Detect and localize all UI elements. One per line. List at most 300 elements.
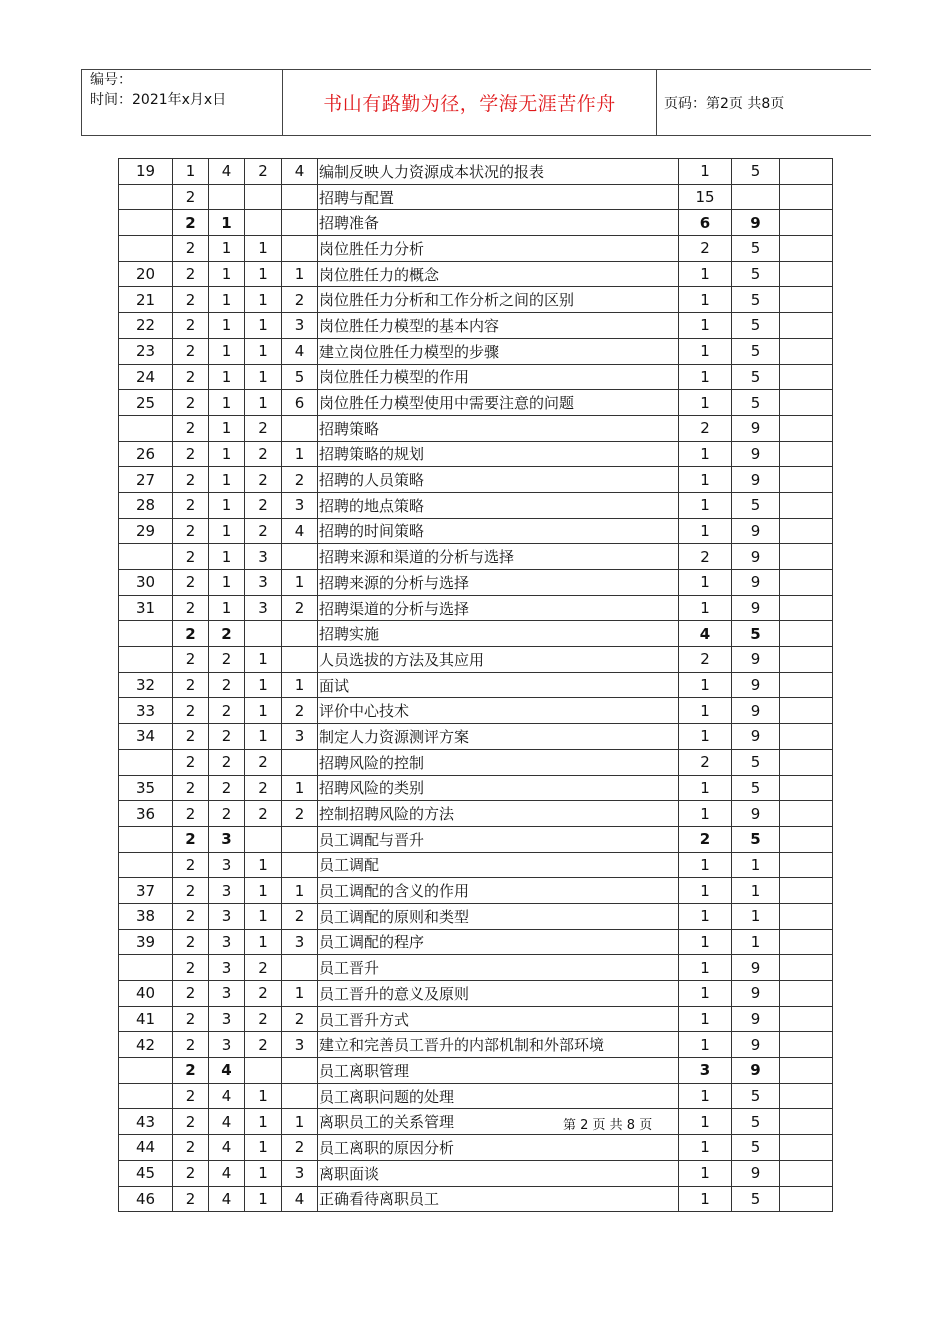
row-number-cell [119,647,173,673]
table-row [119,159,833,185]
level-3-cell: 2 [245,492,282,518]
value-2-cell: 1 [732,929,780,955]
level-3-cell: 1 [245,878,282,904]
table-row [119,261,833,287]
value-2-cell: 5 [732,390,780,416]
level-3-cell: 1 [245,1186,282,1212]
empty-cell [780,210,833,236]
level-1-cell: 2 [173,338,209,364]
value-1-cell: 1 [679,955,732,981]
level-1-cell: 2 [173,1135,209,1161]
empty-cell [780,492,833,518]
value-2-cell: 5 [732,338,780,364]
table-row [119,1135,833,1161]
value-2-cell: 5 [732,287,780,313]
value-1-cell: 2 [679,749,732,775]
value-1-cell: 2 [679,415,732,441]
level-2-cell: 3 [209,852,245,878]
table-row [119,801,833,827]
level-4-cell: 4 [282,1186,318,1212]
table-row [119,236,833,262]
level-4-cell: 6 [282,390,318,416]
level-2-cell: 2 [209,621,245,647]
table-row [119,287,833,313]
level-1-cell: 2 [173,1058,209,1084]
value-2-cell: 5 [732,1135,780,1161]
level-1-cell: 2 [173,1006,209,1032]
value-2-cell: 5 [732,364,780,390]
level-1-cell: 2 [173,184,209,210]
row-number-cell [119,749,173,775]
empty-cell [780,1006,833,1032]
table-row [119,415,833,441]
value-2-cell: 5 [732,492,780,518]
level-1-cell: 2 [173,749,209,775]
value-2-cell: 9 [732,724,780,750]
value-1-cell: 1 [679,903,732,929]
empty-cell [780,441,833,467]
level-4-cell [282,236,318,262]
level-3-cell: 2 [245,518,282,544]
level-1-cell: 2 [173,544,209,570]
value-2-cell: 5 [732,261,780,287]
level-3-cell: 1 [245,724,282,750]
level-1-cell: 2 [173,236,209,262]
topic-title-cell: 人员选拔的方法及其应用 [318,647,679,673]
table-row [119,544,833,570]
empty-cell [780,981,833,1007]
header-motto: 书山有路勤为径，学海无涯苦作舟 [323,93,616,115]
table-row [119,1109,833,1135]
empty-cell [780,415,833,441]
level-3-cell: 2 [245,981,282,1007]
level-1-cell: 2 [173,955,209,981]
row-number-cell: 41 [119,1006,173,1032]
level-4-cell: 1 [282,1109,318,1135]
level-2-cell: 1 [209,287,245,313]
topic-title-cell: 招聘风险的类别 [318,775,679,801]
value-1-cell: 1 [679,441,732,467]
level-3-cell: 2 [245,467,282,493]
empty-cell [780,467,833,493]
level-3-cell [245,1058,282,1084]
topic-title-cell: 离职面谈 [318,1160,679,1186]
value-2-cell: 5 [732,313,780,339]
value-1-cell: 3 [679,1058,732,1084]
level-1-cell: 2 [173,647,209,673]
level-1-cell: 2 [173,775,209,801]
row-number-cell: 33 [119,698,173,724]
value-2-cell: 9 [732,672,780,698]
level-2-cell: 1 [209,390,245,416]
level-3-cell: 2 [245,775,282,801]
value-2-cell: 9 [732,544,780,570]
level-1-cell: 2 [173,467,209,493]
row-number-cell: 32 [119,672,173,698]
row-number-cell [119,1083,173,1109]
level-2-cell: 1 [209,570,245,596]
row-number-cell: 28 [119,492,173,518]
row-number-cell: 37 [119,878,173,904]
row-number-cell [119,544,173,570]
level-2-cell: 1 [209,441,245,467]
level-2-cell [209,184,245,210]
level-2-cell: 1 [209,492,245,518]
level-2-cell: 1 [209,364,245,390]
empty-cell [780,1083,833,1109]
level-1-cell: 2 [173,724,209,750]
topic-title-cell: 招聘渠道的分析与选择 [318,595,679,621]
value-1-cell: 1 [679,1109,732,1135]
topic-title-cell: 招聘策略 [318,415,679,441]
value-1-cell: 15 [679,184,732,210]
level-4-cell: 2 [282,467,318,493]
value-2-cell: 5 [732,621,780,647]
topic-title-cell: 员工调配的程序 [318,929,679,955]
level-2-cell: 3 [209,1006,245,1032]
value-2-cell: 5 [732,826,780,852]
value-2-cell: 9 [732,955,780,981]
topic-title-cell: 建立和完善员工晋升的内部机制和外部环境 [318,1032,679,1058]
row-number-cell [119,236,173,262]
value-1-cell: 1 [679,1032,732,1058]
empty-cell [780,1186,833,1212]
level-2-cell: 1 [209,518,245,544]
value-1-cell: 1 [679,1135,732,1161]
value-2-cell: 5 [732,236,780,262]
level-3-cell [245,184,282,210]
table-row [119,724,833,750]
row-number-cell: 46 [119,1186,173,1212]
empty-cell [780,338,833,364]
row-number-cell: 38 [119,903,173,929]
row-number-cell: 43 [119,1109,173,1135]
empty-cell [780,1032,833,1058]
level-3-cell: 3 [245,570,282,596]
topic-title-cell: 员工调配的含义的作用 [318,878,679,904]
empty-cell [780,903,833,929]
level-2-cell: 2 [209,647,245,673]
value-2-cell: 9 [732,570,780,596]
level-2-cell: 3 [209,826,245,852]
value-1-cell: 1 [679,852,732,878]
level-4-cell [282,184,318,210]
empty-cell [780,647,833,673]
level-3-cell [245,621,282,647]
value-1-cell: 1 [679,724,732,750]
row-number-cell [119,1058,173,1084]
value-1-cell: 1 [679,1160,732,1186]
level-1-cell: 2 [173,415,209,441]
level-3-cell: 2 [245,415,282,441]
value-2-cell: 9 [732,1160,780,1186]
level-2-cell: 3 [209,903,245,929]
level-1-cell: 2 [173,801,209,827]
row-number-cell: 22 [119,313,173,339]
row-number-cell: 45 [119,1160,173,1186]
level-2-cell: 1 [209,595,245,621]
level-2-cell: 1 [209,544,245,570]
level-4-cell: 3 [282,492,318,518]
level-3-cell [245,210,282,236]
empty-cell [780,749,833,775]
value-2-cell: 9 [732,698,780,724]
row-number-cell: 44 [119,1135,173,1161]
level-1-cell: 2 [173,313,209,339]
topic-title-cell: 招聘来源的分析与选择 [318,570,679,596]
value-2-cell: 9 [732,415,780,441]
value-2-cell: 9 [732,1006,780,1032]
row-number-cell: 34 [119,724,173,750]
topic-title-cell: 招聘风险的控制 [318,749,679,775]
level-4-cell: 2 [282,595,318,621]
empty-cell [780,287,833,313]
level-2-cell: 4 [209,159,245,185]
table-row [119,852,833,878]
value-2-cell: 5 [732,749,780,775]
level-1-cell: 2 [173,826,209,852]
empty-cell [780,1109,833,1135]
level-4-cell: 1 [282,441,318,467]
table-row [119,492,833,518]
table-row [119,929,833,955]
topic-title-cell: 离职员工的关系管理 [318,1109,679,1135]
syllabus-table-body [119,159,833,1212]
value-1-cell: 1 [679,1083,732,1109]
row-number-cell: 21 [119,287,173,313]
value-2-cell: 9 [732,595,780,621]
level-3-cell: 1 [245,287,282,313]
level-1-cell: 2 [173,672,209,698]
empty-cell [780,1135,833,1161]
value-1-cell: 1 [679,698,732,724]
topic-title-cell: 员工离职的原因分析 [318,1135,679,1161]
table-row [119,210,833,236]
row-number-cell: 23 [119,338,173,364]
header-page-label: 页码：第2页 共8页 [664,95,785,112]
level-4-cell: 1 [282,672,318,698]
empty-cell [780,621,833,647]
document-header [81,69,871,136]
level-1-cell: 2 [173,492,209,518]
level-4-cell: 2 [282,1135,318,1161]
empty-cell [780,518,833,544]
table-row [119,749,833,775]
level-1-cell: 2 [173,441,209,467]
table-row [119,441,833,467]
level-4-cell: 3 [282,1160,318,1186]
value-1-cell: 1 [679,1006,732,1032]
empty-cell [780,159,833,185]
value-1-cell: 4 [679,621,732,647]
value-2-cell: 5 [732,1083,780,1109]
value-1-cell: 1 [679,595,732,621]
table-row [119,390,833,416]
level-4-cell: 2 [282,1006,318,1032]
level-4-cell [282,1083,318,1109]
table-row [119,981,833,1007]
row-number-cell [119,826,173,852]
level-1-cell: 2 [173,1160,209,1186]
value-1-cell: 1 [679,287,732,313]
level-4-cell: 3 [282,724,318,750]
row-number-cell [119,184,173,210]
value-1-cell: 1 [679,261,732,287]
level-1-cell: 2 [173,698,209,724]
level-4-cell: 1 [282,878,318,904]
value-2-cell: 9 [732,210,780,236]
level-3-cell: 2 [245,801,282,827]
value-1-cell: 2 [679,236,732,262]
empty-cell [780,184,833,210]
level-1-cell: 2 [173,929,209,955]
value-1-cell: 1 [679,338,732,364]
level-4-cell: 3 [282,1032,318,1058]
level-2-cell: 2 [209,724,245,750]
table-row [119,338,833,364]
level-4-cell: 5 [282,364,318,390]
row-number-cell: 39 [119,929,173,955]
table-row [119,467,833,493]
topic-title-cell: 面试 [318,672,679,698]
value-1-cell: 1 [679,492,732,518]
table-row [119,878,833,904]
level-4-cell [282,826,318,852]
code-label: 编号： [90,72,132,88]
level-4-cell [282,955,318,981]
value-1-cell: 1 [679,878,732,904]
topic-title-cell: 员工晋升方式 [318,1006,679,1032]
topic-title-cell: 编制反映人力资源成本状况的报表 [318,159,679,185]
topic-title-cell: 岗位胜任力模型的作用 [318,364,679,390]
topic-title-cell: 评价中心技术 [318,698,679,724]
level-4-cell [282,544,318,570]
topic-title-cell: 招聘准备 [318,210,679,236]
row-number-cell: 20 [119,261,173,287]
level-1-cell: 2 [173,1083,209,1109]
level-4-cell: 1 [282,775,318,801]
level-2-cell: 4 [209,1109,245,1135]
empty-cell [780,364,833,390]
level-2-cell: 1 [209,338,245,364]
level-1-cell: 2 [173,981,209,1007]
level-4-cell: 3 [282,929,318,955]
row-number-cell [119,210,173,236]
page-number-note: 第 2 页 共 8 页 [563,1118,653,1133]
value-1-cell: 1 [679,159,732,185]
level-1-cell: 2 [173,570,209,596]
level-1-cell: 2 [173,390,209,416]
value-1-cell: 2 [679,647,732,673]
level-4-cell [282,415,318,441]
value-1-cell: 2 [679,544,732,570]
level-2-cell: 1 [209,261,245,287]
empty-cell [780,595,833,621]
level-2-cell: 3 [209,955,245,981]
row-number-cell: 40 [119,981,173,1007]
level-4-cell: 4 [282,159,318,185]
empty-cell [780,878,833,904]
level-3-cell: 1 [245,852,282,878]
table-row [119,621,833,647]
topic-title-cell: 招聘的人员策略 [318,467,679,493]
level-4-cell: 2 [282,801,318,827]
level-1-cell: 2 [173,1109,209,1135]
level-3-cell: 1 [245,313,282,339]
empty-cell [780,672,833,698]
value-1-cell: 1 [679,1186,732,1212]
level-2-cell: 2 [209,749,245,775]
level-2-cell: 3 [209,1032,245,1058]
value-2-cell: 9 [732,1032,780,1058]
level-3-cell: 3 [245,595,282,621]
level-3-cell: 1 [245,1109,282,1135]
topic-title-cell: 员工离职问题的处理 [318,1083,679,1109]
level-4-cell [282,749,318,775]
row-number-cell: 26 [119,441,173,467]
table-row [119,1083,833,1109]
level-2-cell: 4 [209,1160,245,1186]
value-2-cell [732,184,780,210]
table-row [119,364,833,390]
value-1-cell: 1 [679,672,732,698]
level-2-cell: 1 [209,210,245,236]
value-1-cell: 1 [679,364,732,390]
value-1-cell: 1 [679,518,732,544]
topic-title-cell: 员工晋升的意义及原则 [318,981,679,1007]
level-3-cell: 2 [245,749,282,775]
level-2-cell: 1 [209,467,245,493]
value-1-cell: 2 [679,826,732,852]
table-row [119,184,833,210]
level-4-cell: 4 [282,338,318,364]
level-3-cell: 2 [245,955,282,981]
topic-title-cell: 招聘来源和渠道的分析与选择 [318,544,679,570]
level-1-cell: 2 [173,210,209,236]
level-3-cell: 1 [245,364,282,390]
table-row [119,595,833,621]
row-number-cell [119,621,173,647]
empty-cell [780,929,833,955]
level-4-cell: 3 [282,313,318,339]
topic-title-cell: 招聘的时间策略 [318,518,679,544]
level-3-cell [245,826,282,852]
topic-title-cell: 招聘实施 [318,621,679,647]
table-row [119,775,833,801]
table-row [119,903,833,929]
row-number-cell: 31 [119,595,173,621]
value-1-cell: 1 [679,929,732,955]
value-2-cell: 9 [732,1058,780,1084]
level-4-cell: 1 [282,261,318,287]
table-row [119,1032,833,1058]
table-row [119,698,833,724]
value-1-cell: 1 [679,390,732,416]
value-2-cell: 5 [732,159,780,185]
level-1-cell: 2 [173,518,209,544]
topic-title-cell: 岗位胜任力的概念 [318,261,679,287]
level-3-cell: 1 [245,647,282,673]
row-number-cell [119,415,173,441]
level-2-cell: 1 [209,236,245,262]
level-2-cell: 4 [209,1083,245,1109]
topic-title-cell: 招聘的地点策略 [318,492,679,518]
table-row [119,1058,833,1084]
value-2-cell: 9 [732,441,780,467]
value-2-cell: 9 [732,467,780,493]
topic-title-cell: 招聘策略的规划 [318,441,679,467]
value-1-cell: 1 [679,981,732,1007]
